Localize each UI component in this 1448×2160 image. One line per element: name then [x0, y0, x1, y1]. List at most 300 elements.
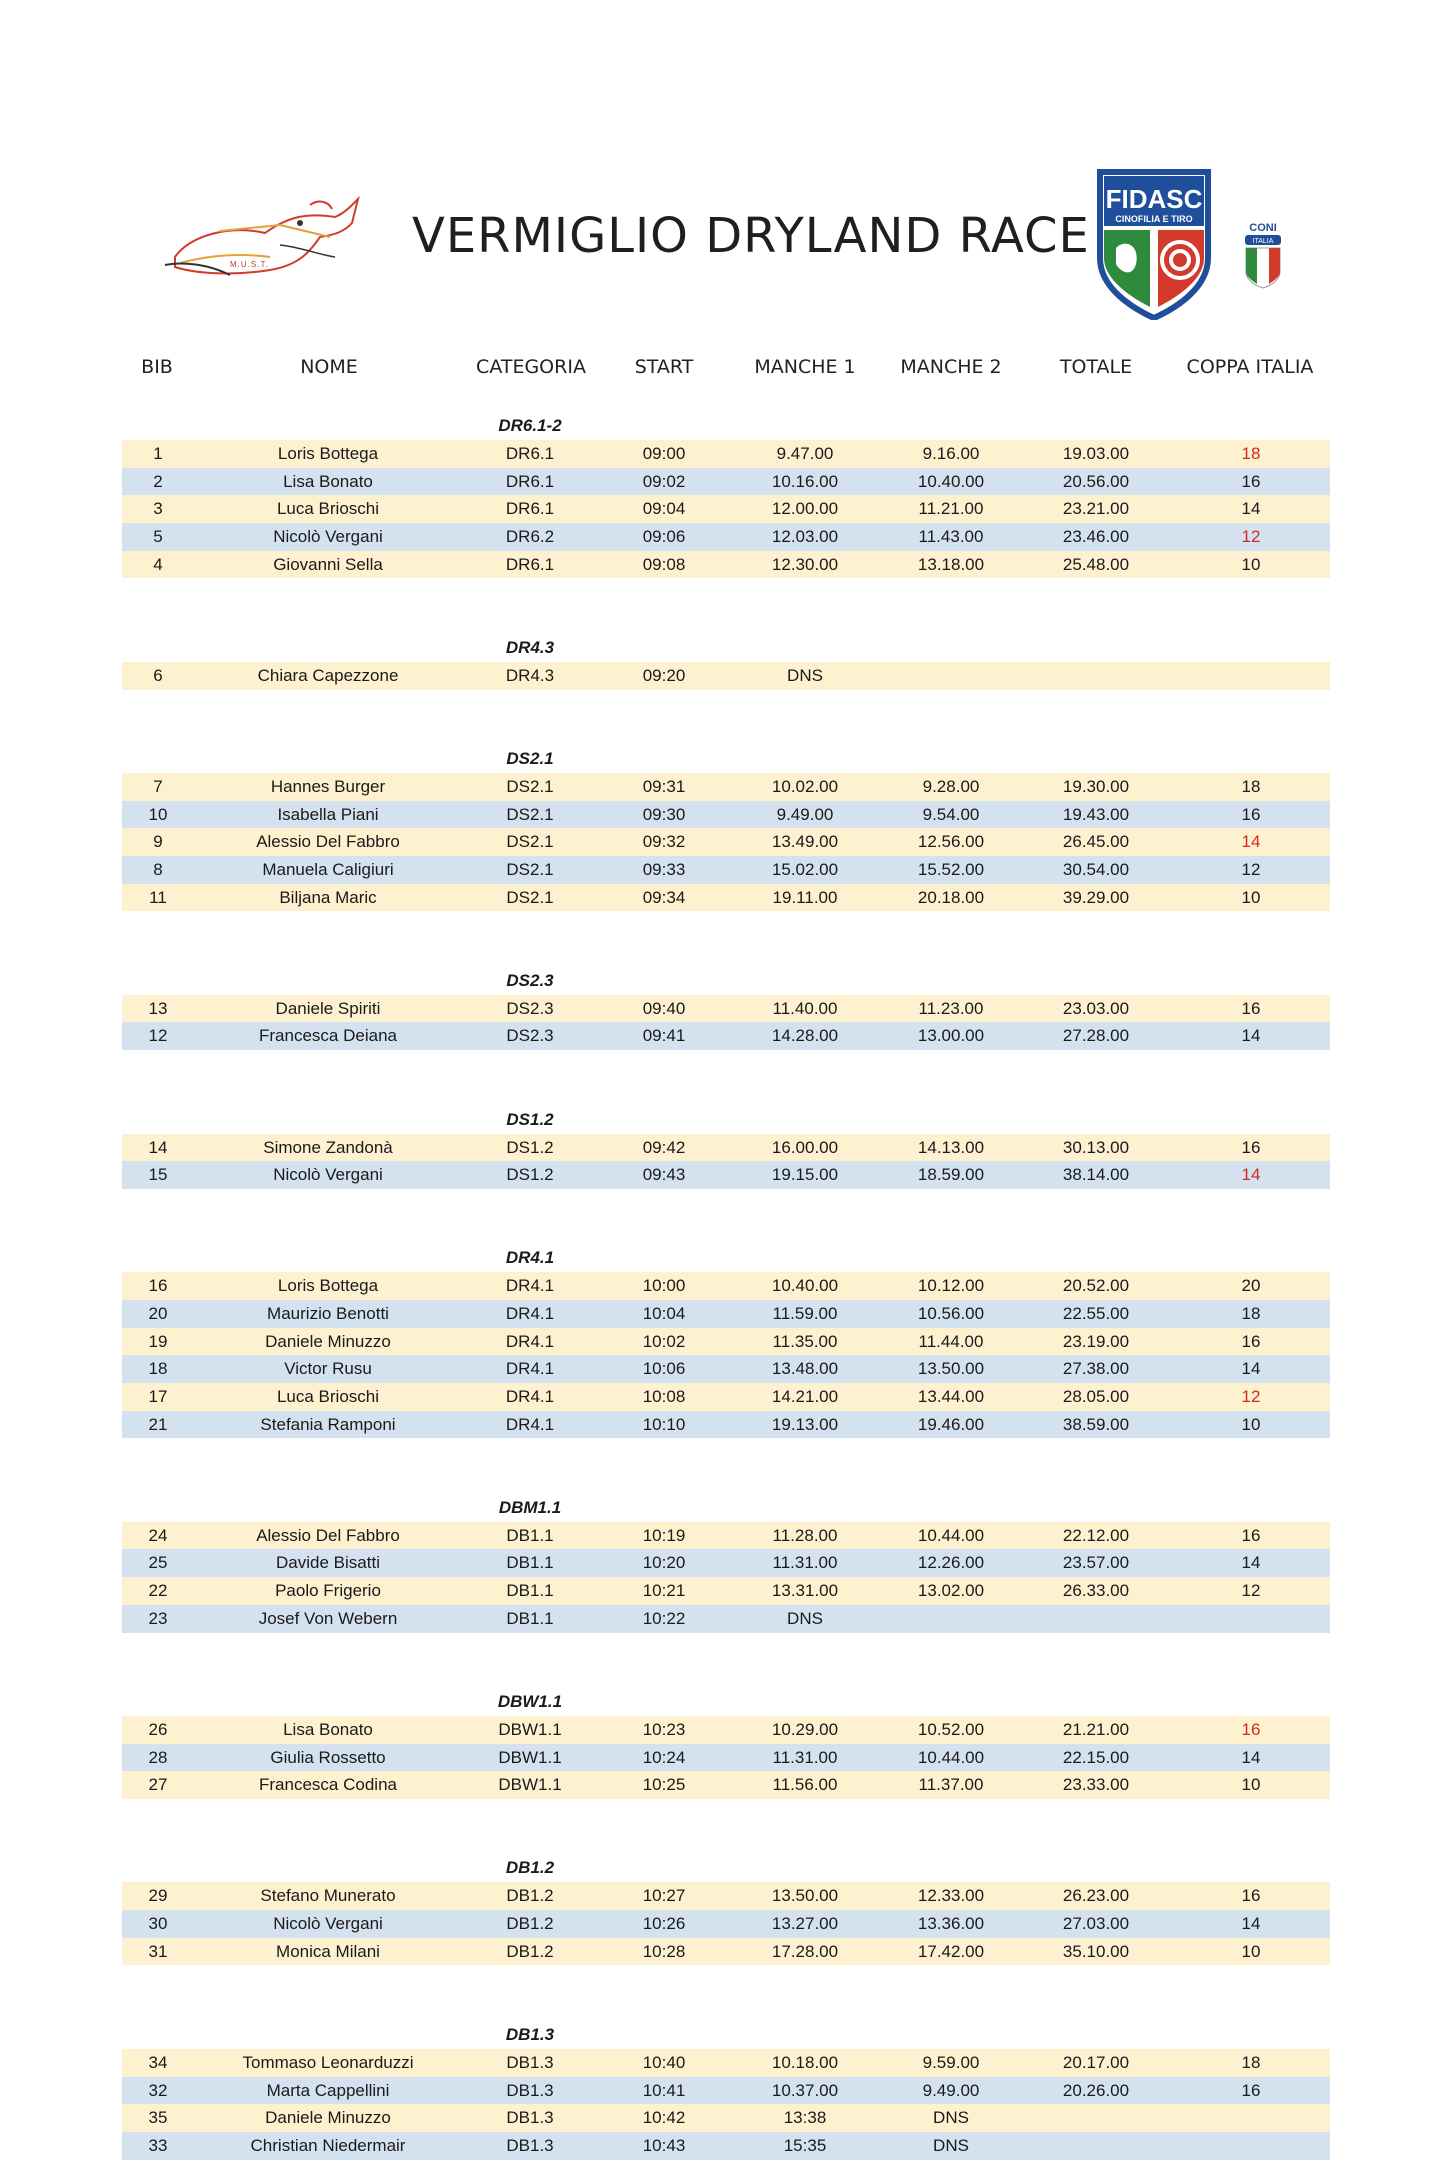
cell-name: Isabella Piani: [277, 804, 379, 824]
cell-totale: 23.19.00: [1062, 1331, 1130, 1351]
cell-category: DR6.1: [505, 471, 555, 491]
cell-manche-1: 10.16.00: [771, 471, 839, 491]
cell-manche-1: 12.00.00: [771, 499, 839, 519]
must-logo-label: M.U.S.T.: [230, 260, 269, 269]
category-group-header: [122, 1494, 1330, 1522]
group-spacer: [122, 1965, 1330, 2020]
cell-start: 09:06: [642, 527, 686, 547]
cell-start: 10:40: [642, 2052, 686, 2072]
cell-start: 09:31: [642, 776, 686, 796]
cell-category: DBW1.1: [498, 1719, 562, 1739]
cell-coppa-italia: 18: [1241, 2052, 1261, 2072]
cell-start: 10:21: [642, 1581, 686, 1601]
cell-totale: 23.33.00: [1062, 1775, 1130, 1795]
category-group-title: DS2.1: [506, 748, 554, 768]
cell-name: Stefano Munerato: [260, 1886, 396, 1906]
cell-start: 09:43: [642, 1165, 686, 1185]
cell-manche-1: 11.31.00: [772, 1747, 838, 1767]
cell-bib: 29: [148, 1886, 168, 1906]
cell-name: Daniele Minuzzo: [265, 2108, 391, 2128]
cell-bib: 35: [148, 2108, 168, 2128]
table-row: [122, 1383, 1330, 1411]
table-row: [122, 523, 1330, 551]
cell-coppa-italia: 14: [1241, 499, 1261, 519]
cell-bib: 8: [153, 859, 163, 879]
cell-start: 09:20: [642, 665, 686, 685]
cell-coppa-italia: 16: [1241, 1719, 1261, 1739]
cell-name: Tommaso Leonarduzzi: [242, 2052, 414, 2072]
cell-category: DR4.3: [505, 665, 555, 685]
cell-manche-2: 19.46.00: [917, 1414, 985, 1434]
table-row: [122, 468, 1330, 496]
cell-category: DR4.1: [505, 1387, 555, 1407]
cell-totale: 25.48.00: [1062, 554, 1130, 574]
cell-coppa-italia: 10: [1241, 1941, 1261, 1961]
table-row: [122, 1910, 1330, 1938]
cell-name: Josef Von Webern: [258, 1608, 398, 1628]
cell-bib: 26: [148, 1719, 168, 1739]
cell-category: DR6.1: [505, 554, 555, 574]
cell-start: 09:00: [642, 444, 686, 463]
cell-category: DBW1.1: [498, 1775, 562, 1795]
cell-category: DS2.1: [506, 887, 554, 907]
cell-totale: 20.17.00: [1062, 2052, 1130, 2072]
cell-manche-2: 9.28.00: [922, 776, 980, 796]
cell-category: DBW1.1: [498, 1747, 562, 1767]
cell-start: 09:40: [642, 998, 686, 1018]
category-group-title: DR6.1-2: [498, 416, 562, 435]
cell-name: Luca Brioschi: [276, 499, 380, 519]
cell-category: DS2.1: [506, 859, 554, 879]
cell-bib: 3: [153, 499, 163, 519]
cell-name: Lisa Bonato: [283, 1719, 373, 1739]
cell-manche-1: 11.40.00: [772, 998, 838, 1018]
cell-bib: 24: [148, 1525, 168, 1545]
table-row: [122, 662, 1330, 690]
group-spacer: [122, 1189, 1330, 1244]
cell-coppa-italia: 14: [1241, 1747, 1261, 1767]
column-headers: [120, 356, 1330, 386]
cell-totale: 22.55.00: [1062, 1303, 1130, 1323]
cell-manche-2: 10.44.00: [917, 1747, 985, 1767]
table-row: [122, 1022, 1330, 1050]
cell-manche-2: 11.43.00: [918, 527, 984, 547]
table-row: [122, 1328, 1330, 1356]
cell-coppa-italia: 14: [1241, 1026, 1261, 1046]
cell-bib: 9: [153, 832, 163, 852]
cell-coppa-italia: 16: [1241, 471, 1261, 491]
cell-coppa-italia: 16: [1241, 998, 1261, 1018]
cell-start: 09:04: [642, 499, 686, 519]
cell-name: Paolo Frigerio: [275, 1581, 381, 1601]
cell-name: Manuela Caligiuri: [262, 859, 394, 879]
cell-coppa-italia: 16: [1241, 804, 1261, 824]
table-row: [122, 1272, 1330, 1300]
cell-bib: 32: [148, 2080, 168, 2100]
cell-manche-1: 19.15.00: [771, 1165, 839, 1185]
cell-coppa-italia: 12: [1241, 1581, 1261, 1601]
category-group-title: DB1.3: [505, 2024, 555, 2044]
table-row: [122, 995, 1330, 1023]
cell-bib: 1: [153, 444, 163, 463]
table-row: [122, 1161, 1330, 1189]
cell-manche-2: 12.26.00: [917, 1553, 985, 1573]
column-header-manche-1: MANCHE 1: [754, 356, 856, 378]
cell-manche-1: 13.48.00: [771, 1359, 839, 1379]
cell-coppa-italia: 14: [1241, 832, 1261, 852]
cell-start: 09:34: [642, 887, 686, 907]
cell-start: 10:27: [642, 1886, 686, 1906]
table-row: [122, 2049, 1330, 2077]
cell-start: 10:43: [642, 2135, 686, 2155]
cell-manche-1: DNS: [787, 1608, 823, 1628]
table-row: [122, 1134, 1330, 1162]
category-group-title: DS1.2: [506, 1109, 554, 1129]
cell-coppa-italia: 18: [1241, 1303, 1261, 1323]
column-header-manche-2: MANCHE 2: [900, 356, 1002, 378]
cell-totale: 19.03.00: [1062, 444, 1130, 463]
cell-name: Francesca Deiana: [259, 1026, 397, 1046]
category-group-header: [122, 745, 1330, 773]
cell-manche-1: 10.18.00: [771, 2052, 839, 2072]
cell-start: 09:08: [642, 554, 686, 574]
cell-bib: 25: [148, 1553, 168, 1573]
cell-manche-1: 17.28.00: [771, 1941, 839, 1961]
table-row: [122, 495, 1330, 523]
category-group-header: [122, 1854, 1330, 1882]
table-row: [122, 1716, 1330, 1744]
cell-category: DS2.1: [506, 832, 554, 852]
cell-bib: 30: [148, 1914, 168, 1934]
category-group-header: [122, 1244, 1330, 1272]
cell-name: Stefania Ramponi: [260, 1414, 396, 1434]
group-spacer: [122, 690, 1330, 745]
cell-category: DB1.3: [506, 2135, 554, 2155]
category-group-title: DS2.3: [506, 970, 554, 990]
category-group-header: [122, 2021, 1330, 2049]
cell-start: 10:22: [642, 1608, 686, 1628]
cell-manche-2: DNS: [933, 2135, 969, 2155]
must-dog-logo: [160, 195, 360, 285]
cell-totale: 23.03.00: [1062, 998, 1130, 1018]
column-header-nome: NOME: [300, 356, 358, 378]
cell-coppa-italia: 10: [1241, 554, 1261, 574]
cell-name: Hannes Burger: [270, 776, 386, 796]
table-row: [122, 1771, 1330, 1799]
cell-category: DS2.1: [506, 804, 554, 824]
cell-coppa-italia: 16: [1241, 1886, 1261, 1906]
cell-category: DB1.2: [506, 1941, 554, 1961]
cell-manche-2: 10.56.00: [917, 1303, 985, 1323]
cell-category: DS2.1: [506, 776, 554, 796]
cell-name: Simone Zandonà: [263, 1137, 393, 1157]
cell-start: 09:41: [642, 1026, 686, 1046]
cell-manche-1: 11.35.00: [772, 1331, 838, 1351]
cell-coppa-italia: 16: [1241, 1137, 1261, 1157]
group-spacer: [122, 1050, 1330, 1105]
cell-coppa-italia: 16: [1241, 1331, 1261, 1351]
group-spacer: [122, 1633, 1330, 1688]
category-group-header: [122, 412, 1330, 440]
cell-manche-1: DNS: [787, 665, 823, 685]
table-row: [122, 1605, 1330, 1633]
coni-logo-subtext: ITALIA: [1252, 238, 1274, 245]
cell-manche-2: 13.36.00: [917, 1914, 985, 1934]
cell-bib: 13: [148, 998, 168, 1018]
cell-totale: 30.13.00: [1062, 1137, 1130, 1157]
cell-start: 10:24: [642, 1747, 686, 1767]
cell-name: Loris Bottega: [277, 1276, 379, 1296]
cell-totale: 23.21.00: [1062, 499, 1130, 519]
cell-bib: 15: [148, 1165, 168, 1185]
cell-bib: 18: [148, 1359, 168, 1379]
cell-start: 10:25: [642, 1775, 686, 1795]
fidasc-logo-subtext: CINOFILIA E TIRO: [1115, 214, 1193, 224]
cell-manche-2: 13.00.00: [917, 1026, 985, 1046]
cell-manche-2: 11.21.00: [918, 499, 984, 519]
cell-manche-2: 13.18.00: [917, 554, 985, 574]
cell-coppa-italia: 18: [1241, 776, 1261, 796]
category-group-title: DBM1.1: [498, 1497, 562, 1517]
table-row: [122, 801, 1330, 829]
cell-manche-1: 13.50.00: [771, 1886, 839, 1906]
cell-coppa-italia: 14: [1241, 1165, 1261, 1185]
cell-manche-1: 12.03.00: [771, 527, 839, 547]
category-group-title: DR4.3: [505, 637, 555, 657]
cell-bib: 12: [148, 1026, 168, 1046]
cell-bib: 7: [153, 776, 163, 796]
cell-category: DR6.1: [505, 444, 555, 463]
cell-bib: 21: [148, 1414, 168, 1434]
cell-manche-2: 17.42.00: [917, 1941, 985, 1961]
column-header-start: START: [634, 356, 694, 378]
cell-category: DB1.2: [506, 1914, 554, 1934]
cell-manche-2: 13.44.00: [917, 1387, 985, 1407]
cell-name: Giulia Rossetto: [270, 1747, 386, 1767]
table-row: [122, 884, 1330, 912]
cell-bib: 20: [148, 1303, 168, 1323]
fidasc-logo-text: FIDASC: [1105, 184, 1203, 214]
cell-manche-2: 14.13.00: [917, 1137, 985, 1157]
cell-category: DB1.2: [506, 1886, 554, 1906]
cell-name: Nicolò Vergani: [273, 1914, 383, 1934]
cell-bib: 28: [148, 1747, 168, 1767]
results-table: [122, 412, 1330, 2160]
cell-manche-2: 13.50.00: [917, 1359, 985, 1379]
category-group-header: [122, 967, 1330, 995]
cell-start: 09:42: [642, 1137, 686, 1157]
cell-bib: 14: [148, 1137, 168, 1157]
table-row: [122, 856, 1330, 884]
fidasc-logo: [1096, 168, 1212, 320]
cell-manche-1: 11.28.00: [772, 1525, 838, 1545]
cell-start: 09:02: [642, 471, 686, 491]
cell-manche-2: 13.02.00: [917, 1581, 985, 1601]
cell-category: DR6.2: [505, 527, 555, 547]
cell-totale: 28.05.00: [1062, 1387, 1130, 1407]
cell-start: 10:28: [642, 1941, 686, 1961]
cell-name: Nicolò Vergani: [273, 527, 383, 547]
cell-name: Marta Cappellini: [266, 2080, 390, 2100]
cell-totale: 27.28.00: [1062, 1026, 1130, 1046]
cell-name: Daniele Minuzzo: [265, 1331, 391, 1351]
cell-name: Alessio Del Fabbro: [256, 832, 400, 852]
cell-bib: 34: [148, 2052, 168, 2072]
cell-bib: 22: [148, 1581, 168, 1601]
table-row: [122, 2132, 1330, 2160]
cell-totale: 22.15.00: [1062, 1747, 1130, 1767]
column-header-bib: BIB: [141, 356, 173, 378]
table-row: [122, 440, 1330, 468]
cell-manche-1: 15.02.00: [771, 859, 839, 879]
cell-coppa-italia: 10: [1241, 1414, 1261, 1434]
cell-start: 10:26: [642, 1914, 686, 1934]
cell-category: DS1.2: [506, 1165, 554, 1185]
cell-category: DB1.3: [506, 2108, 554, 2128]
column-header-totale: TOTALE: [1059, 356, 1133, 378]
cell-category: DR4.1: [505, 1331, 555, 1351]
cell-manche-2: 20.18.00: [917, 887, 985, 907]
cell-start: 09:32: [642, 832, 686, 852]
cell-totale: 39.29.00: [1062, 887, 1130, 907]
cell-name: Giovanni Sella: [273, 554, 383, 574]
cell-category: DS2.3: [506, 1026, 554, 1046]
table-row: [122, 1938, 1330, 1966]
table-row: [122, 1355, 1330, 1383]
cell-manche-2: 12.33.00: [917, 1886, 985, 1906]
table-row: [122, 1411, 1330, 1439]
cell-manche-1: 14.21.00: [771, 1387, 839, 1407]
coni-logo-text: CONI: [1249, 222, 1277, 234]
cell-name: Christian Niedermair: [250, 2135, 406, 2155]
cell-category: DB1.3: [506, 2052, 554, 2072]
cell-category: DB1.1: [506, 1608, 554, 1628]
cell-manche-1: 13.27.00: [771, 1914, 839, 1934]
cell-start: 10:19: [642, 1525, 686, 1545]
cell-manche-1: 16.00.00: [771, 1137, 839, 1157]
cell-bib: 5: [153, 527, 163, 547]
group-spacer: [122, 1438, 1330, 1493]
column-header-coppa-italia: COPPA ITALIA: [1186, 356, 1314, 378]
cell-manche-1: 10.37.00: [771, 2080, 839, 2100]
cell-category: DR4.1: [505, 1414, 555, 1434]
cell-start: 10:42: [642, 2108, 686, 2128]
cell-totale: 19.30.00: [1062, 776, 1130, 796]
cell-manche-1: 11.56.00: [772, 1775, 838, 1795]
cell-coppa-italia: 14: [1241, 1359, 1261, 1379]
cell-bib: 27: [148, 1775, 168, 1795]
cell-start: 10:04: [642, 1303, 686, 1323]
cell-name: Chiara Capezzone: [257, 665, 399, 685]
cell-manche-2: 15.52.00: [917, 859, 985, 879]
cell-totale: 27.03.00: [1062, 1914, 1130, 1934]
cell-category: DS2.3: [506, 998, 554, 1018]
cell-totale: 20.26.00: [1062, 2080, 1130, 2100]
cell-start: 10:06: [642, 1359, 686, 1379]
cell-start: 10:08: [642, 1387, 686, 1407]
page-header: [0, 0, 1448, 330]
cell-totale: 19.43.00: [1062, 804, 1130, 824]
cell-manche-1: 11.31.00: [772, 1553, 838, 1573]
cell-manche-2: 11.37.00: [918, 1775, 984, 1795]
category-group-header: [122, 1688, 1330, 1716]
cell-manche-1: 12.30.00: [771, 554, 839, 574]
cell-coppa-italia: 14: [1241, 1914, 1261, 1934]
table-row: [122, 828, 1330, 856]
cell-bib: 10: [148, 804, 168, 824]
cell-start: 10:00: [642, 1276, 686, 1296]
cell-manche-2: 11.44.00: [918, 1331, 984, 1351]
cell-totale: 26.33.00: [1062, 1581, 1130, 1601]
table-row: [122, 1744, 1330, 1772]
cell-name: Loris Bottega: [277, 444, 379, 463]
cell-manche-2: 9.16.00: [922, 444, 980, 463]
cell-coppa-italia: 18: [1241, 444, 1261, 463]
table-row: [122, 1300, 1330, 1328]
cell-start: 10:23: [642, 1719, 686, 1739]
category-group-title: DB1.2: [505, 1858, 555, 1878]
cell-manche-1: 19.13.00: [771, 1414, 839, 1434]
cell-manche-1: 13.31.00: [771, 1581, 839, 1601]
page-title: VERMIGLIO DRYLAND RACE: [412, 208, 1090, 264]
cell-totale: 38.14.00: [1062, 1165, 1130, 1185]
cell-manche-1: 9.49.00: [776, 804, 834, 824]
cell-bib: 33: [148, 2135, 168, 2155]
cell-manche-1: 9.47.00: [776, 444, 834, 463]
cell-totale: 23.46.00: [1062, 527, 1130, 547]
cell-totale: 20.56.00: [1062, 471, 1130, 491]
cell-manche-1: 13:38: [783, 2108, 827, 2128]
cell-start: 10:10: [642, 1414, 686, 1434]
cell-manche-1: 15:35: [783, 2135, 827, 2155]
cell-name: Nicolò Vergani: [273, 1165, 383, 1185]
cell-start: 10:20: [642, 1553, 686, 1573]
cell-bib: 2: [153, 471, 163, 491]
cell-manche-2: 9.49.00: [922, 2080, 980, 2100]
table-row: [122, 1882, 1330, 1910]
category-group-header: [122, 1106, 1330, 1134]
column-header-categoria: CATEGORIA: [476, 356, 586, 378]
cell-bib: 6: [153, 665, 163, 685]
cell-manche-1: 13.49.00: [771, 832, 839, 852]
table-row: [122, 773, 1330, 801]
cell-category: DB1.1: [506, 1525, 554, 1545]
cell-name: Alessio Del Fabbro: [256, 1525, 400, 1545]
group-spacer: [122, 1799, 1330, 1854]
cell-bib: 17: [148, 1387, 168, 1407]
cell-category: DR6.1: [505, 499, 555, 519]
cell-name: Francesca Codina: [259, 1775, 397, 1795]
table-row: [122, 1522, 1330, 1550]
cell-category: DB1.1: [506, 1581, 554, 1601]
cell-manche-2: DNS: [933, 2108, 969, 2128]
cell-name: Maurizio Benotti: [267, 1303, 389, 1323]
cell-totale: 38.59.00: [1062, 1414, 1130, 1434]
cell-coppa-italia: 14: [1241, 1553, 1261, 1573]
category-group-header: [122, 634, 1330, 662]
cell-start: 10:02: [642, 1331, 686, 1351]
cell-category: DB1.1: [506, 1553, 554, 1573]
cell-manche-1: 19.11.00: [772, 887, 838, 907]
cell-totale: 35.10.00: [1062, 1941, 1130, 1961]
cell-manche-2: 10.44.00: [917, 1525, 985, 1545]
cell-manche-2: 12.56.00: [917, 832, 985, 852]
table-row: [122, 1577, 1330, 1605]
cell-manche-1: 10.40.00: [771, 1276, 839, 1296]
cell-start: 09:33: [642, 859, 686, 879]
cell-category: DR4.1: [505, 1303, 555, 1323]
cell-manche-2: 11.23.00: [918, 998, 984, 1018]
